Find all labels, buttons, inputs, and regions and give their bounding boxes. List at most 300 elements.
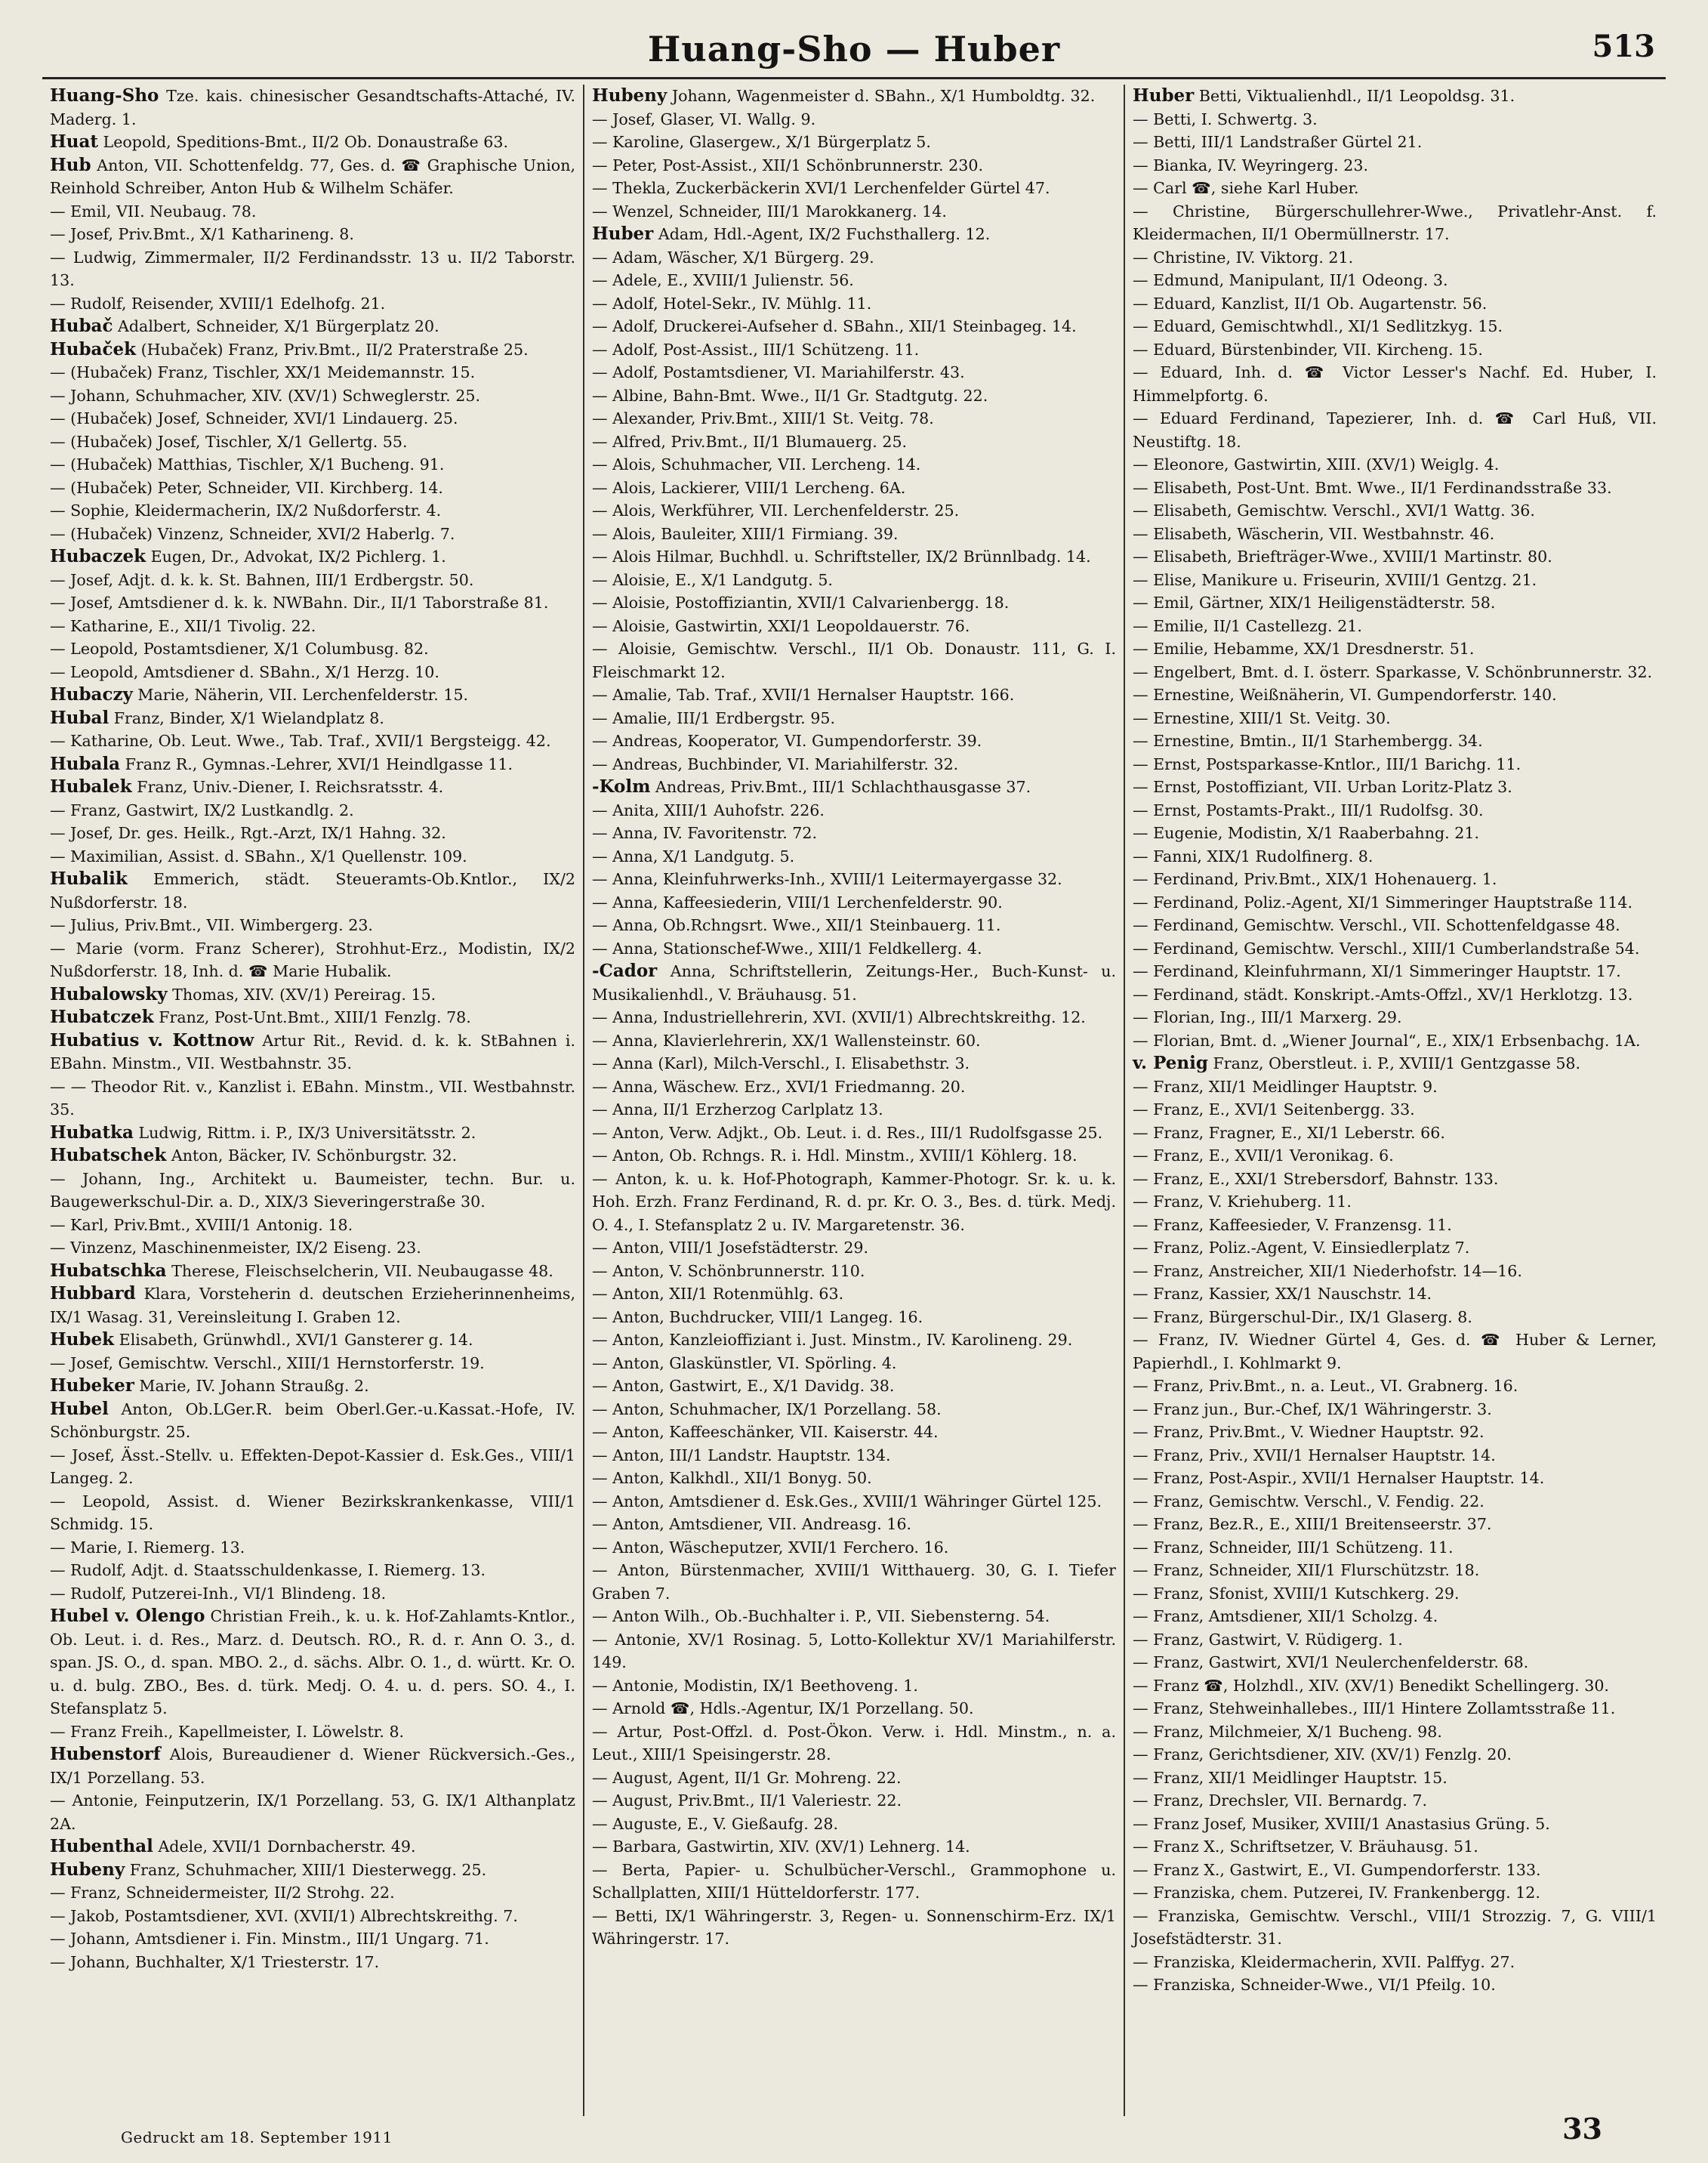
entry-text: — Josef, Adjt. d. k. k. St. Bahnen, III/1 Erdbergstr. 50. — [50, 570, 474, 589]
directory-entry — [592, 1813, 1116, 1836]
entry-text: — Anton, Ob. Rchngs. R. i. Hdl. Minstm., XVIII/1 Köhlerg. 18. — [592, 1146, 1078, 1165]
directory-entry — [1133, 1029, 1657, 1053]
entry-text: — Sophie, Kleidermacherin, IX/2 Nußdorferstr. 4. — [50, 501, 442, 520]
directory-entry — [1133, 523, 1657, 546]
entry-text: — Emilie, Hebamme, XX/1 Dresdnerstr. 51. — [1133, 640, 1475, 658]
entry-text: — Ernst, Postsparkasse-Kntlor., III/1 Barichg. 11. — [1133, 754, 1521, 773]
directory-entry — [50, 292, 575, 316]
directory-entry — [592, 477, 1116, 500]
directory-entry — [50, 1375, 575, 1398]
directory-entry — [592, 315, 1116, 338]
directory-entry — [1133, 960, 1657, 983]
entry-text: — Katharine, Ob. Leut. Wwe., Tab. Traf., XVII/1 Bergsteigg. 42. — [50, 732, 551, 750]
directory-entry — [592, 1168, 1116, 1237]
directory-entry — [1133, 1098, 1657, 1122]
entry-text: — Franz, Kassier, XX/1 Nauschstr. 14. — [1133, 1285, 1432, 1303]
entry-text: — (Hubaček) Vinzenz, Schneider, XVI/2 Haberlg. 7. — [50, 524, 455, 543]
directory-entry — [592, 1859, 1116, 1905]
entry-surname: Hubač — [50, 316, 113, 336]
directory-entry — [50, 1122, 575, 1145]
entry-surname: Hubeny — [50, 1859, 125, 1880]
entry-text: — Johann, Schuhmacher, XIV. (XV/1) Schweglerstr. 25. — [50, 386, 480, 405]
entry-surname: Hubatka — [50, 1122, 134, 1143]
entry-text: — Johann, Ing., Architekt u. Baumeister, techn. Bur. u. Baugewerkschul-Dir. a. D., XIX/3 Sieveringerstraße 30. — [50, 1169, 575, 1211]
directory-entry — [592, 499, 1116, 523]
directory-entry — [50, 1720, 575, 1744]
directory-entry — [50, 730, 575, 753]
directory-entry — [1133, 591, 1657, 615]
directory-entry — [50, 845, 575, 869]
entry-surname: Hubatius v. Kottnow — [50, 1029, 254, 1051]
entry-text: — Eduard, Gemischtwhdl., XI/1 Sedlitzkyg. 15. — [1133, 317, 1503, 335]
directory-entry — [1133, 1006, 1657, 1029]
directory-entry — [50, 983, 575, 1007]
entry-text: — Antonie, Modistin, IX/1 Beethoveng. 1. — [592, 1676, 918, 1695]
entry-text: — Ernestine, Bmtin., II/1 Starhembergg. 34. — [1133, 732, 1483, 750]
entry-text: — Franz jun., Bur.-Chef, IX/1 Währingerstr. 3. — [1133, 1399, 1492, 1418]
entry-text: Anton, Bäcker, IV. Schönburgstr. 32. — [171, 1146, 458, 1165]
directory-entry — [592, 683, 1116, 707]
directory-entry — [50, 361, 575, 384]
entry-text: — Franziska, Schneider-Wwe., VI/1 Pfeilg. 10. — [1133, 1976, 1496, 1994]
directory-entry — [592, 200, 1116, 224]
directory-entry — [50, 154, 575, 200]
entry-text: — Ferdinand, städt. Konskript.-Amts-Offzl., XV/1 Herklotzg. 13. — [1133, 985, 1633, 1004]
entry-text: — Franz, Stehweinhallebes., III/1 Hintere Zollamtsstraße 11. — [1133, 1699, 1616, 1717]
directory-entry — [1133, 1260, 1657, 1283]
entry-text: — Franz, Anstreicher, XII/1 Niederhofstr. 14—16. — [1133, 1261, 1522, 1280]
directory-entry — [592, 1236, 1116, 1260]
directory-entry — [592, 85, 1116, 108]
directory-entry — [1133, 1144, 1657, 1168]
entry-text: Andreas, Priv.Bmt., III/1 Schlachthausgasse 37. — [655, 778, 1031, 796]
entry-text: — Anton, k. u. k. Hof-Photograph, Kammer-Photogr. Sr. k. u. k. Hoh. Erzh. Franz Ferdinand, R. d. pr. Kr. O. 3., Bes. d. türk. Medj. O. 4., I. Stefansplatz 2 u. IV. Margaretenstr. 36. — [592, 1169, 1116, 1234]
entry-text: — Anton, Kanzleioffiziant i. Just. Minstm., IV. Karolineng. 29. — [592, 1331, 1073, 1349]
entry-text: — Anton, Glaskünstler, VI. Spörling. 4. — [592, 1353, 897, 1372]
entry-text: — Elisabeth, Gemischtw. Verschl., XVI/1 Wattg. 36. — [1133, 501, 1535, 520]
directory-entry — [592, 1559, 1116, 1605]
directory-entry — [592, 1144, 1116, 1168]
directory-entry — [50, 1006, 575, 1029]
entry-text: — Franziska, Gemischtw. Verschl., VIII/1 Strozzig. 7, G. VIII/1 Josefstädterstr. 31. — [1133, 1906, 1657, 1948]
directory-entry — [50, 338, 575, 362]
directory-entry — [592, 1835, 1116, 1859]
directory-entry — [50, 591, 575, 615]
entry-text: — Franz, E., XVII/1 Veronikag. 6. — [1133, 1146, 1394, 1165]
entry-text: — Franz, E., XVI/1 Seitenbergg. 33. — [1133, 1100, 1415, 1119]
entry-text: — Alois Hilmar, Buchhdl. u. Schriftsteller, IX/2 Brünnlbadg. 14. — [592, 548, 1091, 566]
directory-entry — [592, 868, 1116, 891]
entry-surname: Hubel — [50, 1398, 109, 1419]
directory-entry — [1133, 1421, 1657, 1444]
directory-entry — [1133, 246, 1657, 270]
directory-entry — [50, 569, 575, 592]
directory-entry — [50, 1835, 575, 1859]
directory-entry — [592, 1375, 1116, 1398]
directory-entry — [1133, 1628, 1657, 1652]
entry-text: — Ferdinand, Gemischtw. Verschl., XIII/1 Cumberlandstraße 54. — [1133, 939, 1640, 958]
directory-entry — [1133, 1559, 1657, 1582]
directory-entry — [50, 615, 575, 638]
directory-entry — [592, 1605, 1116, 1628]
directory-entry — [1133, 453, 1657, 477]
directory-entry — [50, 1029, 575, 1075]
entry-text: Therese, Fleischselcherin, VII. Neubaugasse 48. — [171, 1261, 553, 1280]
entry-text: — Anton, Schuhmacher, IX/1 Porzellang. 58. — [592, 1399, 942, 1418]
directory-entry — [592, 1075, 1116, 1099]
entry-text: — (Hubaček) Franz, Tischler, XX/1 Meidemannstr. 15. — [50, 363, 476, 381]
entry-text: — Josef, Ässt.-Stellv. u. Effekten-Depot-Kassier d. Esk.Ges., VIII/1 Langeg. 2. — [50, 1446, 575, 1487]
directory-entry — [592, 1098, 1116, 1122]
entry-text: Christian Freih., k. u. k. Hof-Zahlamts-Kntlor., Ob. Leut. i. d. Res., Marz. d. Deutsch. RO., R. d. r. Ann O. 3., d. span. JS. O., d. span. MBO. 2., d. sächs. Albr. O. 1., d. württ. Kr. O. u. d. bulg. ZBO., Bes. d. türk. Medj. O. 4. u. d. pers. SO. 4., I. Stefansplatz 5. — [50, 1607, 576, 1717]
directory-entry — [50, 1582, 575, 1606]
entry-text: — Andreas, Buchbinder, VI. Mariahilferstr. 32. — [592, 754, 959, 773]
entry-surname: Hubaczy — [50, 684, 133, 705]
entry-text: — Albine, Bahn-Bmt. Wwe., II/1 Gr. Stadtgutg. 22. — [592, 386, 988, 405]
directory-entry — [592, 1052, 1116, 1075]
entry-surname: Hubal — [50, 707, 109, 728]
entry-text: — Emil, VII. Neubaug. 78. — [50, 202, 257, 221]
entry-text: — Anna, IV. Favoritenstr. 72. — [592, 824, 818, 842]
entry-text: Elisabeth, Grünwhdl., XVI/1 Gansterer g. 14. — [119, 1331, 473, 1349]
directory-entry — [1133, 1605, 1657, 1628]
entry-text: — Adolf, Post-Assist., III/1 Schützeng. 11. — [592, 340, 920, 359]
directory-entry — [1133, 1789, 1657, 1813]
directory-entry — [50, 545, 575, 569]
directory-entry — [592, 753, 1116, 776]
directory-entry — [50, 1789, 575, 1835]
entry-text: — Barbara, Gastwirtin, XIV. (XV/1) Lehnerg. 14. — [592, 1837, 970, 1856]
entry-text: — Franz, Schneidermeister, II/2 Strohg. 22. — [50, 1884, 395, 1902]
entry-text: — Ferdinand, Poliz.-Agent, XI/1 Simmeringer Hauptstraße 114. — [1133, 893, 1633, 912]
entry-text: — Antonie, XV/1 Rosinag. 5, Lotto-Kollektur XV/1 Mariahilferstr. 149. — [592, 1630, 1116, 1671]
entry-text: — Franz, Post-Aspir., XVII/1 Hernalser Hauptstr. 14. — [1133, 1469, 1545, 1487]
entry-text: Anna, Schriftstellerin, Zeitungs-Her., Buch-Kunst- u. Musikalienhdl., V. Bräuhausg. 51. — [592, 962, 1117, 1004]
directory-entry — [50, 1075, 575, 1122]
entry-text: — Elise, Manikure u. Friseurin, XVIII/1 Gentzg. 21. — [1133, 570, 1537, 589]
entry-surname: Hub — [50, 154, 91, 175]
entry-text: — Karl, Priv.Bmt., XVIII/1 Antonig. 18. — [50, 1215, 353, 1234]
directory-entry — [1133, 1697, 1657, 1720]
directory-entry — [592, 937, 1116, 961]
entry-text: — (Hubaček) Peter, Schneider, VII. Kirchberg. 14. — [50, 478, 443, 497]
entry-surname: Huber — [1133, 85, 1195, 106]
directory-entry — [592, 891, 1116, 915]
directory-entry — [1133, 545, 1657, 569]
entry-text: — Franz, Priv.Bmt., V. Wiedner Hauptstr. 92. — [1133, 1423, 1484, 1441]
directory-entry — [592, 246, 1116, 270]
entry-surname: Hubeny — [592, 85, 667, 106]
directory-entry — [1133, 477, 1657, 500]
directory-entry — [1133, 1467, 1657, 1490]
entry-text: — Anna, Kleinfuhrwerks-Inh., XVIII/1 Leitermayergasse 32. — [592, 870, 1062, 888]
directory-entry — [592, 1513, 1116, 1536]
entry-text: — Leopold, Assist. d. Wiener Bezirkskrankenkasse, VIII/1 Schmidg. 15. — [50, 1492, 575, 1533]
entry-text: — Ernst, Postamts-Prakt., III/1 Rudolfsg. 30. — [1133, 801, 1484, 819]
entry-text: — Leopold, Postamtsdiener, X/1 Columbusg. 82. — [50, 640, 429, 658]
entry-text: — Amalie, Tab. Traf., XVII/1 Hernalser Hauptstr. 166. — [592, 686, 1015, 704]
entry-surname: Huber — [592, 224, 654, 244]
entry-text: — Anton, Bürstenmacher, XVIII/1 Witthauerg. 30, G. I. Tiefer Graben 7. — [592, 1561, 1116, 1603]
directory-entry — [592, 1628, 1116, 1674]
entry-text: — Franz, Bürgerschul-Dir., IX/1 Glaserg. 8. — [1133, 1307, 1472, 1326]
column-left — [42, 85, 583, 2116]
entry-text: Artur Rit., Revid. d. k. k. StBahnen i. EBahn. Minstm., VII. Westbahnstr. 35. — [50, 1031, 576, 1072]
entry-text: Emmerich, städt. Steueramts-Ob.Kntlor., IX/2 Nußdorferstr. 18. — [50, 870, 576, 912]
directory-entry — [592, 1282, 1116, 1306]
entry-text: — Ernestine, Weißnäherin, VI. Gumpendorferstr. 140. — [1133, 686, 1557, 704]
directory-entry — [50, 407, 575, 430]
entry-text: Ludwig, Rittm. i. P., IX/3 Universitätsstr. 2. — [138, 1123, 476, 1142]
directory-entry — [1133, 361, 1657, 407]
column-middle — [583, 85, 1124, 2116]
directory-entry — [1133, 1375, 1657, 1398]
entry-text: Franz R., Gymnas.-Lehrer, XVI/1 Heindlgasse 11. — [125, 754, 513, 773]
directory-entry — [592, 453, 1116, 477]
directory-entry — [1133, 799, 1657, 822]
entry-text: — Anna, Kaffeesiederin, VIII/1 Lerchenfelderstr. 90. — [592, 893, 1003, 912]
entry-text: — Christine, Bürgerschullehrer-Wwe., Privatlehr-Anst. f. Kleidermachen, II/1 Obermüllnerstr. 17. — [1133, 202, 1657, 243]
directory-entry — [50, 1444, 575, 1490]
entry-text: — August, Priv.Bmt., II/1 Valeriestr. 22. — [592, 1791, 902, 1810]
entry-surname: Hubenthal — [50, 1836, 153, 1856]
directory-entry — [50, 1927, 575, 1951]
directory-entry — [1133, 499, 1657, 523]
entry-text: — Adolf, Druckerei-Aufseher d. SBahn., XII/1 Steinbageg. 14. — [592, 317, 1077, 335]
directory-entry — [1133, 407, 1657, 453]
directory-entry — [1133, 822, 1657, 845]
entry-text: — Josef, Gemischtw. Verschl., XIII/1 Hernstorferstr. 19. — [50, 1353, 485, 1372]
directory-entry — [1133, 1767, 1657, 1790]
entry-text: Franz, Oberstleut. i. P., XVIII/1 Gentzgasse 58. — [1213, 1054, 1581, 1072]
directory-entry — [1133, 1328, 1657, 1375]
entry-text: — Anton, Amtsdiener, VII. Andreasg. 16. — [592, 1515, 912, 1533]
entry-text: — Edmund, Manipulant, II/1 Odeong. 3. — [1133, 271, 1448, 289]
directory-entry — [592, 615, 1116, 638]
entry-text: — Adolf, Postamtsdiener, VI. Mariahilferstr. 43. — [592, 363, 965, 381]
entry-text: — Anna (Karl), Milch-Verschl., I. Elisabethstr. 3. — [592, 1054, 970, 1072]
directory-entry — [50, 1951, 575, 1974]
directory-entry — [1133, 177, 1657, 200]
entry-text: Tze. kais. chinesischer Gesandtschafts-Attaché, IV. Maderg. 1. — [50, 87, 575, 128]
entry-surname: -Kolm — [592, 776, 651, 797]
directory-entry — [1133, 1743, 1657, 1767]
entry-text: — Alfred, Priv.Bmt., II/1 Blumauerg. 25. — [592, 432, 908, 451]
directory-entry — [50, 707, 575, 730]
directory-entry — [592, 154, 1116, 177]
directory-entry — [50, 868, 575, 914]
directory-entry — [50, 1328, 575, 1352]
directory-entry — [592, 1444, 1116, 1467]
directory-entry — [1133, 937, 1657, 961]
entry-text: — Anna, II/1 Erzherzog Carlplatz 13. — [592, 1100, 883, 1119]
entry-text: — Elisabeth, Wäscherin, VII. Westbahnstr. 46. — [1133, 524, 1495, 543]
directory-entry — [592, 1328, 1116, 1352]
entry-surname: -Cador — [592, 961, 658, 981]
entry-text: — Adolf, Hotel-Sekr., IV. Mühlg. 11. — [592, 294, 872, 313]
entry-text: — Leopold, Amtsdiener d. SBahn., X/1 Herzg. 10. — [50, 662, 439, 681]
entry-text: — Anton, III/1 Landstr. Hauptstr. 134. — [592, 1446, 891, 1464]
directory-entry — [592, 707, 1116, 730]
entry-text: Marie, Näherin, VII. Lerchenfelderstr. 15. — [137, 686, 469, 704]
directory-entry — [1133, 200, 1657, 246]
entry-surname: Hubaček — [50, 338, 137, 359]
entry-text: — Eduard, Inh. d. ☎ Victor Lesser's Nachf. Ed. Huber, I. Himmelpfortg. 6. — [1133, 363, 1657, 405]
directory-entry — [592, 1674, 1116, 1698]
directory-entry — [1133, 914, 1657, 937]
entry-text: Adalbert, Schneider, X/1 Bürgerplatz 20. — [118, 317, 439, 335]
print-date-note: Gedruckt am 18. September 1911 — [121, 2128, 393, 2146]
directory-entry — [50, 1168, 575, 1214]
entry-text: Franz, Post-Unt.Bmt., XIII/1 Fenzlg. 78. — [159, 1008, 471, 1026]
directory-entry — [1133, 1075, 1657, 1099]
entry-text: — Franz, Gerichtsdiener, XIV. (XV/1) Fenzlg. 20. — [1133, 1745, 1512, 1763]
page-title: Huang-Sho — Huber — [647, 29, 1061, 69]
directory-entry — [50, 1881, 575, 1905]
entry-text: Adele, XVII/1 Dornbacherstr. 49. — [158, 1837, 416, 1856]
entry-text: — Alois, Werkführer, VII. Lerchenfelderstr. 25. — [592, 501, 960, 520]
directory-entry — [1133, 1813, 1657, 1836]
page-header — [0, 29, 1708, 74]
directory-entry — [592, 1029, 1116, 1053]
directory-entry — [1133, 707, 1657, 730]
entry-text: — Amalie, III/1 Erdbergstr. 95. — [592, 708, 835, 727]
entry-text: — Florian, Ing., III/1 Marxerg. 29. — [1133, 1008, 1402, 1026]
directory-entry — [592, 637, 1116, 683]
entry-text: — Josef, Glaser, VI. Wallg. 9. — [592, 110, 816, 128]
entry-text: Franz, Schuhmacher, XIII/1 Diesterwegg. 25. — [129, 1860, 487, 1879]
directory-entry — [1133, 315, 1657, 338]
entry-text: — Engelbert, Bmt. d. I. österr. Sparkasse, V. Schönbrunnerstr. 32. — [1133, 662, 1653, 681]
directory-entry — [50, 477, 575, 500]
entry-text: — Franz, Poliz.-Agent, V. Einsiedlerplatz 7. — [1133, 1239, 1470, 1257]
entry-text: — Alois, Bauleiter, XIII/1 Firmiang. 39. — [592, 524, 899, 543]
entry-text: — Anton, VIII/1 Josefstädterstr. 29. — [592, 1239, 869, 1257]
directory-entry — [1133, 108, 1657, 131]
entry-text: — Aloisie, Postoffiziantin, XVII/1 Calvarienbergg. 18. — [592, 594, 1010, 612]
entry-text: — Anton, Verw. Adjkt., Ob. Leut. i. d. Res., III/1 Rudolfsgasse 25. — [592, 1123, 1103, 1142]
entry-text: — Eugenie, Modistin, X/1 Raaberbahng. 21. — [1133, 824, 1479, 842]
directory-entry — [592, 545, 1116, 569]
directory-entry — [1133, 1236, 1657, 1260]
entry-text: (Hubaček) Franz, Priv.Bmt., II/2 Praterstraße 25. — [140, 340, 529, 359]
directory-entry — [1133, 1536, 1657, 1560]
directory-entry — [50, 523, 575, 546]
entry-surname: Huang-Sho — [50, 85, 159, 106]
entry-text: — Antonie, Feinputzerin, IX/1 Porzellang. 53, G. IX/1 Althanplatz 2A. — [50, 1791, 575, 1833]
entry-text: — Franz, Gastwirt, XVI/1 Neulerchenfelderstr. 68. — [1133, 1653, 1529, 1671]
entry-surname: Hubalowsky — [50, 983, 168, 1004]
entry-text: — Elisabeth, Post-Unt. Bmt. Wwe., II/1 Ferdinandsstraße 33. — [1133, 478, 1612, 497]
entry-text: — Franz, Fragner, E., XI/1 Leberstr. 66. — [1133, 1123, 1445, 1142]
directory-entry — [1133, 1168, 1657, 1191]
entry-text: — Arnold ☎, Hdls.-Agentur, IX/1 Porzellang. 50. — [592, 1699, 974, 1717]
entry-text: Anton, VII. Schottenfeldg. 77, Ges. d. ☎ Graphische Union, Reinhold Schreiber, Anton Hub & Wilhelm Schäfer. — [50, 156, 576, 197]
entry-text: — Ludwig, Zimmermaler, II/2 Ferdinandsstr. 13 u. II/2 Taborstr. 13. — [50, 248, 575, 289]
directory-entry — [592, 1697, 1116, 1720]
entry-surname: Huat — [50, 131, 98, 152]
entry-text: — Carl ☎, siehe Karl Huber. — [1133, 179, 1359, 197]
entry-text: — Franz, Priv.Bmt., n. a. Leut., VI. Grabnerg. 16. — [1133, 1377, 1518, 1395]
directory-entry — [1133, 1122, 1657, 1145]
directory-entry — [1133, 683, 1657, 707]
entry-text: — Peter, Post-Assist., XII/1 Schönbrunnerstr. 230. — [592, 156, 983, 174]
entry-text: — Andreas, Kooperator, VI. Gumpendorferstr. 39. — [592, 732, 982, 750]
directory-entry — [50, 661, 575, 684]
signature-number: 33 — [1562, 2112, 1602, 2146]
directory-entry — [1133, 1835, 1657, 1859]
directory-entry — [1133, 1859, 1657, 1882]
entry-text: — Franz, Amtsdiener, XII/1 Scholzg. 4. — [1133, 1607, 1438, 1625]
entry-text: — Marie, I. Riemerg. 13. — [50, 1538, 245, 1557]
entry-text: Thomas, XIV. (XV/1) Pereirag. 15. — [172, 985, 436, 1004]
entry-text: — Wenzel, Schneider, III/1 Marokkanerg. 14. — [592, 202, 947, 221]
entry-text: — Anton, Buchdrucker, VIII/1 Langeg. 16. — [592, 1307, 923, 1326]
directory-entry — [1133, 1881, 1657, 1905]
directory-entry — [1133, 730, 1657, 753]
directory-entry — [50, 430, 575, 454]
entry-text: — Rudolf, Adjt. d. Staatsschuldenkasse, I. Riemerg. 13. — [50, 1561, 486, 1579]
directory-entry — [592, 1260, 1116, 1283]
directory-entry — [50, 937, 575, 983]
directory-entry — [592, 223, 1116, 246]
entry-text: — Betti, I. Schwertg. 3. — [1133, 110, 1318, 128]
directory-entry — [50, 1144, 575, 1168]
entry-text: — Bianka, IV. Weyringerg. 23. — [1133, 156, 1368, 174]
entry-text: — Anna, X/1 Landgutg. 5. — [592, 847, 795, 866]
directory-entry — [1133, 1951, 1657, 1974]
entry-text: — Johann, Buchhalter, X/1 Triesterstr. 17. — [50, 1952, 380, 1971]
directory-entry — [50, 1490, 575, 1536]
entry-text: — (Hubaček) Josef, Schneider, XVI/1 Lindauerg. 25. — [50, 409, 458, 427]
entry-text: — Franz, E., XXI/1 Strebersdorf, Bahnstr. 133. — [1133, 1169, 1499, 1188]
directory-entry — [592, 1490, 1116, 1513]
entry-surname: Hubalik — [50, 869, 128, 889]
entry-text: — Marie (vorm. Franz Scherer), Strohhut-Erz., Modistin, IX/2 Nußdorferstr. 18, Inh. d. ☎ Marie Hubalik. — [50, 939, 575, 980]
entry-text: — Franziska, chem. Putzerei, IV. Frankenbergg. 12. — [1133, 1884, 1540, 1902]
entry-text: — Franz, Gastwirt, IX/2 Lustkandlg. 2. — [50, 801, 354, 819]
directory-entry — [1133, 85, 1657, 108]
directory-entry — [1133, 1674, 1657, 1698]
entry-text: — Rudolf, Putzerei-Inh., VI/1 Blindeng. 18. — [50, 1584, 387, 1603]
entry-text: — Eduard, Kanzlist, II/1 Ob. Augartenstr. 56. — [1133, 294, 1488, 313]
entry-text: Klara, Vorsteherin d. deutschen Erzieherinnenheims, IX/1 Wasag. 31, Vereinsleitung I. Graben 12. — [50, 1285, 576, 1326]
directory-entry — [592, 1006, 1116, 1029]
directory-entry — [592, 338, 1116, 362]
entry-text: — Anton, Wäscheputzer, XVII/1 Ferchero. 16. — [592, 1538, 949, 1557]
directory-entry — [50, 1905, 575, 1928]
directory-entry — [50, 914, 575, 937]
entry-text: — Alois, Schuhmacher, VII. Lercheng. 14. — [592, 455, 921, 474]
directory-entry — [592, 361, 1116, 384]
directory-entry — [1133, 661, 1657, 684]
directory-entry — [1133, 1651, 1657, 1674]
page-number: 513 — [1592, 29, 1655, 64]
entry-text: — Anton, Gastwirt, E., X/1 Davidg. 38. — [592, 1377, 895, 1395]
entry-text: — Ernestine, XIII/1 St. Veitg. 30. — [1133, 708, 1391, 727]
directory-entry — [592, 1122, 1116, 1145]
directory-entry — [1133, 845, 1657, 869]
entry-text: — Franz, Priv., XVII/1 Hernalser Hauptstr. 14. — [1133, 1446, 1496, 1464]
directory-entry — [50, 1236, 575, 1260]
directory-entry — [1133, 1490, 1657, 1513]
entry-text: Marie, IV. Johann Straußg. 2. — [139, 1377, 369, 1395]
directory-entry — [592, 269, 1116, 292]
entry-text: — Franz, Gastwirt, V. Rüdigerg. 1. — [1133, 1630, 1403, 1649]
entry-text: Eugen, Dr., Advokat, IX/2 Pichlerg. 1. — [150, 548, 446, 566]
directory-entry — [1133, 615, 1657, 638]
directory-entry — [1133, 1720, 1657, 1744]
